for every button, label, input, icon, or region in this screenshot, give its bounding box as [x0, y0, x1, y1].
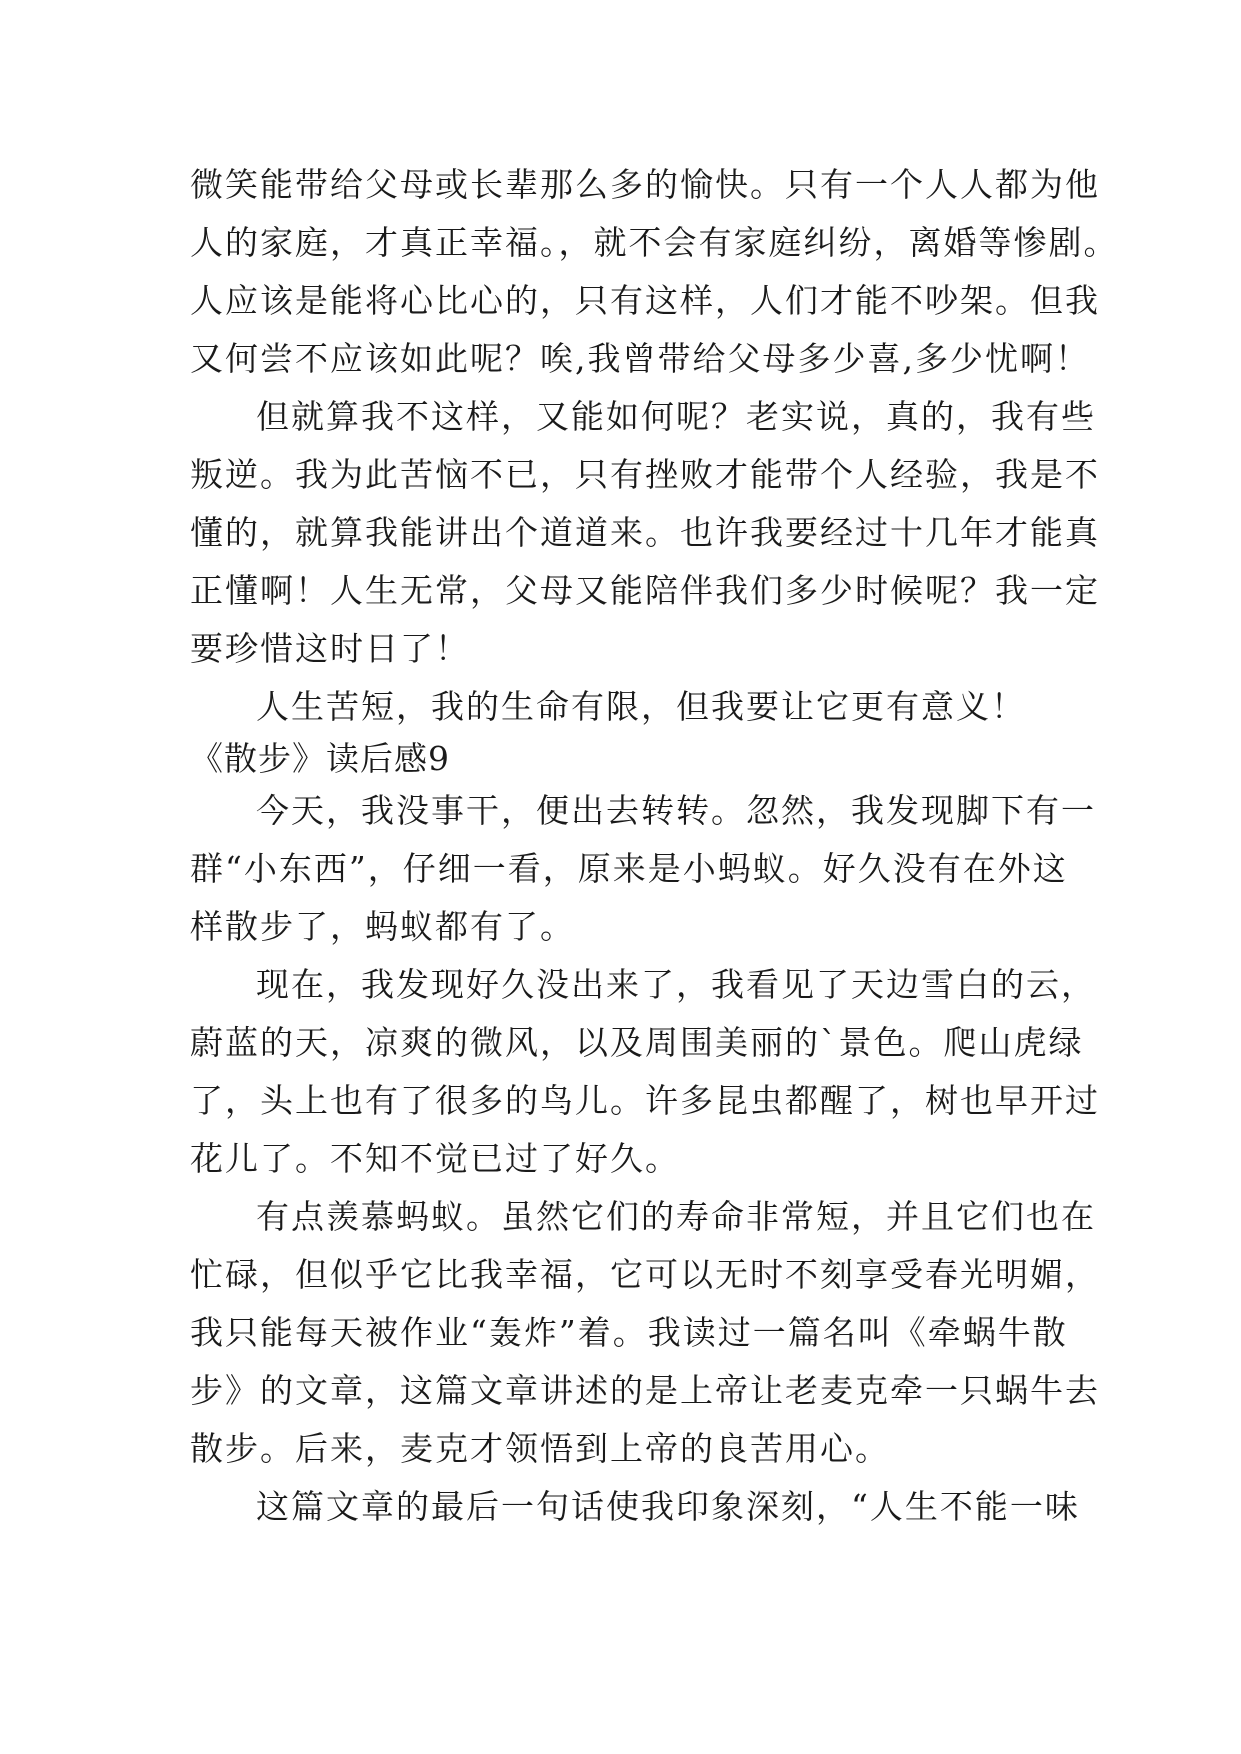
text-line: 微笑能带给父母或长辈那么多的愉快。只有一个人人都为他 [190, 165, 1100, 204]
section-title: 《散步》读后感9 [190, 739, 450, 778]
text-line: 人生苦短，我的生命有限，但我要让它更有意义！ [256, 687, 1026, 726]
text-line: 又何尝不应该如此呢？唉,我曾带给父母多少喜,多少忧啊！ [190, 339, 1090, 378]
text-line: 但就算我不这样，又能如何呢？老实说，真的，我有些 [256, 397, 1096, 436]
text-line: 要珍惜这时日了！ [190, 629, 470, 668]
text-line: 散步。后来，麦克才领悟到上帝的良苦用心。 [190, 1429, 890, 1468]
text-line: 叛逆。我为此苦恼不已，只有挫败才能带个人经验，我是不 [190, 455, 1100, 494]
text-line: 我只能每天被作业“轰炸”着。我读过一篇名叫《牵蜗牛散 [190, 1313, 1068, 1352]
text-line: 懂的，就算我能讲出个道道来。也许我要经过十几年才能真 [190, 513, 1100, 552]
text-line: 花儿了。不知不觉已过了好久。 [190, 1139, 680, 1178]
text-line: 群“小东西”，仔细一看，原来是小蚂蚁。好久没有在外这 [190, 849, 1068, 888]
text-line: 忙碌，但似乎它比我幸福，它可以无时不刻享受春光明媚， [190, 1255, 1100, 1294]
text-line: 步》的文章，这篇文章讲述的是上帝让老麦克牵一只蜗牛去 [190, 1371, 1100, 1410]
text-line: 现在，我发现好久没出来了，我看见了天边雪白的云， [256, 965, 1096, 1004]
text-line: 有点羡慕蚂蚁。虽然它们的寿命非常短，并且它们也在 [256, 1197, 1096, 1236]
text-line: 样散步了，蚂蚁都有了。 [190, 907, 575, 946]
text-line: 了，头上也有了很多的鸟儿。许多昆虫都醒了，树也早开过 [190, 1081, 1100, 1120]
document-body [190, 156, 1119, 1536]
text-line: 人应该是能将心比心的，只有这样，人们才能不吵架。但我 [190, 281, 1100, 320]
text-line: 正懂啊！人生无常，父母又能陪伴我们多少时候呢？我一定 [190, 571, 1100, 610]
text-line: 这篇文章的最后一句话使我印象深刻，“人生不能一味 [256, 1487, 1080, 1526]
text-line: 今天，我没事干，便出去转转。忽然，我发现脚下有一 [256, 791, 1096, 830]
text-line: 蔚蓝的天，凉爽的微风，以及周围美丽的`景色。爬山虎绿 [190, 1023, 1084, 1062]
text-line: 人的家庭，才真正幸福。，就不会有家庭纠纷，离婚等惨剧。 [190, 223, 1119, 262]
